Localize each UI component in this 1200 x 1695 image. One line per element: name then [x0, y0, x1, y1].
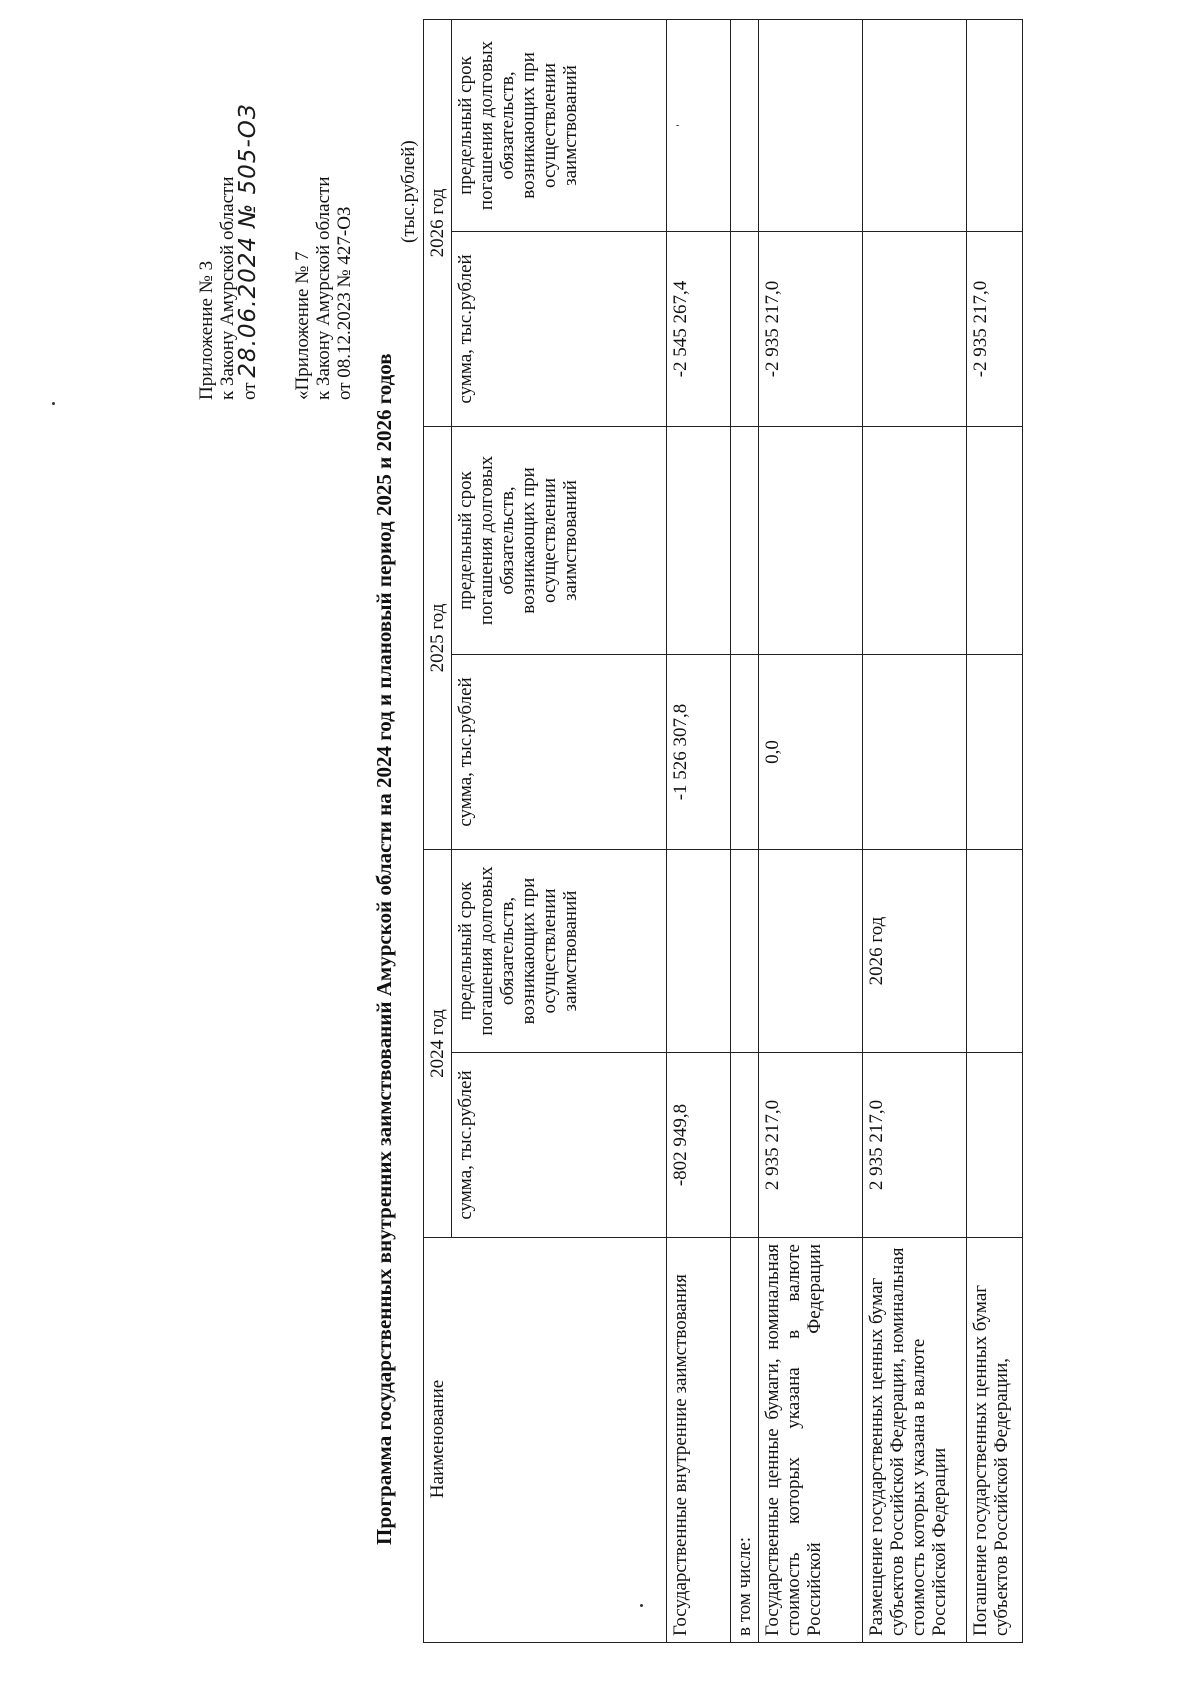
- appendix-label: Приложение № 3: [196, 260, 217, 400]
- cell-sum-2026: [731, 231, 759, 426]
- sum-header-2025: сумма, тыс.рублей: [452, 654, 667, 849]
- cell-term-2026: [967, 19, 1023, 231]
- year-header-2024: 2024 год: [424, 849, 452, 1237]
- cell-term-2024: 2026 год: [863, 849, 967, 1052]
- cell-term-2026: ': [667, 19, 731, 231]
- cell-sum-2026: -2 935 217,0: [759, 231, 863, 426]
- cell-sum-2024: 2 935 217,0: [759, 1053, 863, 1238]
- row-name: Погашение государственных ценных бумаг субъектов Российской Федерации,: [967, 1238, 1023, 1643]
- previous-law-reference: к Закону Амурской области: [313, 176, 334, 400]
- row-name: Государственные внутренние заимствования: [667, 1238, 731, 1643]
- cell-sum-2026: -2 935 217,0: [967, 231, 1023, 426]
- previous-appendix-header: [292, 177, 355, 401]
- cell-term-2026: [863, 19, 967, 231]
- year-header-2025: 2025 год: [424, 426, 452, 849]
- document-title: Программа государственных внутренних заимствований Амурской области на 2024 год и плановый период 2025 и 2026 годов: [372, 353, 396, 1545]
- sum-header-2024: сумма, тыс.рублей: [452, 1053, 667, 1238]
- handwritten-date-number: 28.06.2024 № 505-ОЗ: [235, 103, 261, 378]
- cell-sum-2024: -802 949,8: [667, 1053, 731, 1238]
- table-row: [731, 19, 759, 1642]
- cell-term-2026: [759, 19, 863, 231]
- borrowing-program-table: [423, 19, 1023, 1643]
- cell-sum-2025: [731, 654, 759, 849]
- cell-term-2025: [667, 426, 731, 654]
- row-name: Размещение государственных ценных бумаг субъектов Российской Федерации, номинальная стоимость которых указана в валюте Российской Федерации: [863, 1238, 967, 1643]
- cell-sum-2024: 2 935 217,0: [863, 1053, 967, 1238]
- cell-term-2024: [667, 849, 731, 1052]
- row-name: в том числе:: [731, 1238, 759, 1643]
- cell-sum-2025: -1 526 307,8: [667, 654, 731, 849]
- previous-appendix-label: «Приложение № 7: [292, 251, 313, 400]
- cell-term-2024: [759, 849, 863, 1052]
- term-header-2026: предельный срок погашения долговых обязательств, возникающих при осуществлении заимствований: [452, 19, 667, 231]
- previous-date-number: от 08.12.2023 № 427-ОЗ: [334, 206, 355, 400]
- cell-sum-2024: [731, 1053, 759, 1238]
- year-header-2026: 2026 год: [424, 19, 452, 426]
- cell-sum-2025: 0,0: [759, 654, 863, 849]
- table-row: [759, 19, 863, 1642]
- scan-speck: [52, 402, 55, 405]
- cell-term-2026: [731, 19, 759, 231]
- cell-sum-2024: [967, 1053, 1023, 1238]
- term-header-2025: предельный срок погашения долговых обязательств, возникающих при осуществлении заимствований: [452, 426, 667, 654]
- table-row: [863, 19, 967, 1642]
- appendix-header: [196, 103, 260, 400]
- cell-sum-2025: [967, 654, 1023, 849]
- row-name: Государственные ценные бумаги, номинальная стоимость которых указана в валюте Российской Федерации: [759, 1238, 863, 1643]
- cell-term-2024: [967, 849, 1023, 1052]
- term-header-2024: предельный срок погашения долговых обязательств, возникающих при осуществлении заимствований: [452, 849, 667, 1052]
- table-row: [967, 19, 1023, 1642]
- table-header-row-years: [424, 19, 452, 1642]
- table-row: [667, 19, 731, 1642]
- law-reference: к Закону Амурской области: [217, 176, 238, 400]
- date-prefix: от: [239, 382, 260, 400]
- unit-label: (тыс.рублей): [398, 140, 419, 243]
- cell-sum-2025: [863, 654, 967, 849]
- name-column-header: Наименование: [424, 1238, 667, 1643]
- cell-term-2025: [731, 426, 759, 654]
- sum-header-2026: сумма, тыс.рублей: [452, 231, 667, 426]
- cell-sum-2026: [863, 231, 967, 426]
- cell-sum-2026: -2 545 267,4: [667, 231, 731, 426]
- cell-term-2024: [731, 849, 759, 1052]
- cell-term-2025: [759, 426, 863, 654]
- cell-term-2025: [967, 426, 1023, 654]
- cell-term-2025: [863, 426, 967, 654]
- appendix-date-line: [235, 103, 261, 400]
